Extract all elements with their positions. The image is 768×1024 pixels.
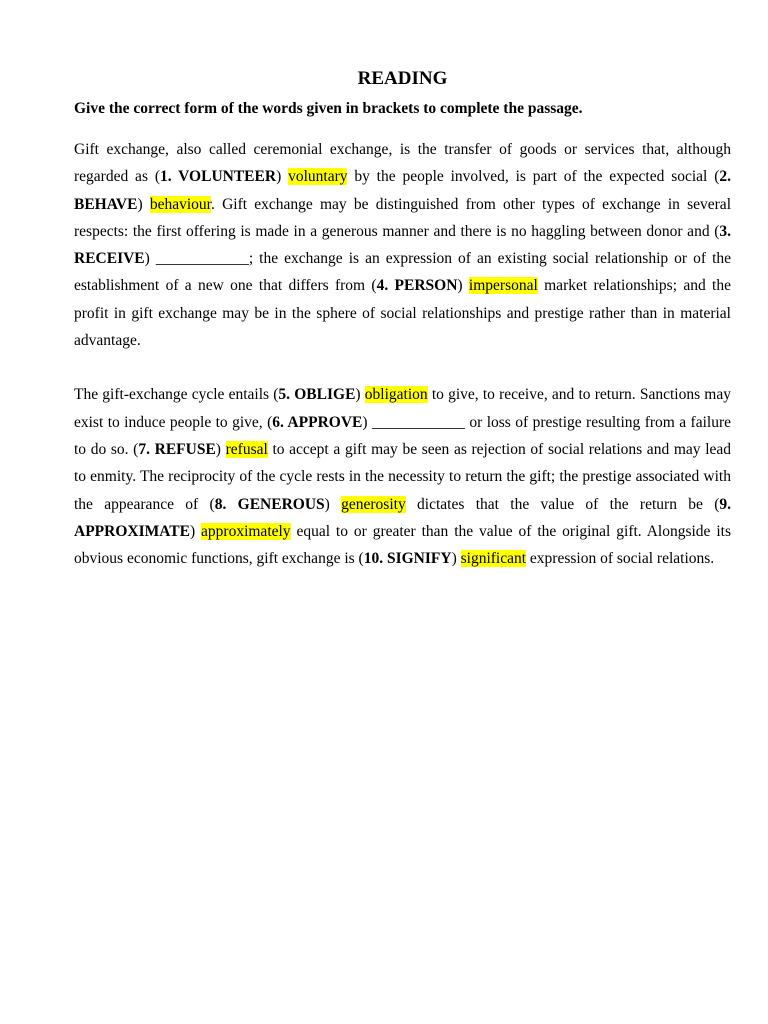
passage-text: ): [355, 386, 365, 404]
passage-text: ): [189, 522, 202, 540]
answer-7-highlight: refusal: [225, 440, 268, 458]
document-title: READING: [357, 68, 448, 89]
document-page: [74, 66, 731, 572]
question-2-cue: 2. BEHAVE: [74, 168, 731, 213]
passage-text: The gift-exchange cycle entails (: [74, 386, 279, 404]
question-4-cue: 4. PERSON: [376, 277, 458, 295]
passage-text: ): [457, 277, 469, 295]
question-7-cue: 7. REFUSE: [138, 440, 216, 458]
passage-text: ): [215, 440, 226, 458]
answer-5-highlight: obligation: [364, 386, 428, 404]
passage-text: ): [324, 495, 342, 513]
passage-text: ): [137, 195, 150, 213]
passage-text: expression of social relations.: [526, 550, 715, 568]
passage-text: . Gift exchange may be distinguished from other types of exchange in several respects: the first offering is made in a generous manner and there is no haggling between donor and (: [74, 195, 731, 240]
answer-4-highlight: impersonal: [468, 277, 538, 295]
passage-text: or loss of prestige resulting from a failure to do so. (: [74, 413, 731, 458]
answer-1-highlight: voluntary: [288, 168, 348, 186]
passage-text: ): [451, 550, 461, 568]
passage-text: by the people involved, is part of the expected social (: [347, 168, 720, 186]
passage-text: Gift exchange, also called ceremonial exchange, is the transfer of goods or services that, although regarded as (: [74, 141, 731, 186]
question-6-cue: 6. APPROVE: [272, 413, 363, 431]
answer-3-blank: ____________: [155, 250, 249, 268]
question-10-cue: 10. SIGNIFY: [363, 550, 452, 568]
question-1-cue: 1. VOLUNTEER: [159, 168, 277, 186]
question-8-cue: 8. GENEROUS: [214, 495, 325, 513]
answer-8-highlight: generosity: [341, 495, 406, 513]
answer-2-highlight: behaviour: [149, 195, 211, 213]
passage-text: ): [362, 413, 372, 431]
question-3-cue: 3. RECEIVE: [74, 222, 731, 268]
passage-paragraph-2: [74, 381, 731, 572]
passage-paragraph-1: [74, 136, 731, 354]
answer-6-blank: ____________: [371, 413, 465, 431]
question-9-cue: 9. APPROXIMATE: [74, 495, 732, 540]
answer-10-highlight: significant: [460, 550, 527, 568]
passage-text: to give, to receive, and to return. Sanctions may exist to induce people to give, (: [74, 386, 731, 431]
passage-text: to accept a gift may be seen as rejection of social relations and may lead to enmity. The reciprocity of the cycle rests in the necessity to return the gift; the prestige associated with the appearance of (: [74, 440, 732, 513]
passage-text: ; the exchange is an expression of an existing social relationship or of the establishment of a new one that differs from (: [74, 250, 731, 295]
passage-text: equal to or greater than the value of the original gift. Alongside its obvious economic functions, gift exchange is (: [74, 522, 731, 568]
passage-text: ): [276, 168, 289, 186]
passage-text: market relationships; and the profit in gift exchange may be in the sphere of social relationships and prestige rather than in material advantage.: [74, 277, 731, 350]
question-5-cue: 5. OBLIGE: [278, 386, 356, 404]
answer-9-highlight: approximately: [201, 522, 291, 540]
instruction-text: Give the correct form of the words given in brackets to complete the passage.: [74, 100, 583, 117]
passage-text: dictates that the value of the return be (: [405, 495, 720, 513]
passage-text: ): [144, 250, 156, 268]
